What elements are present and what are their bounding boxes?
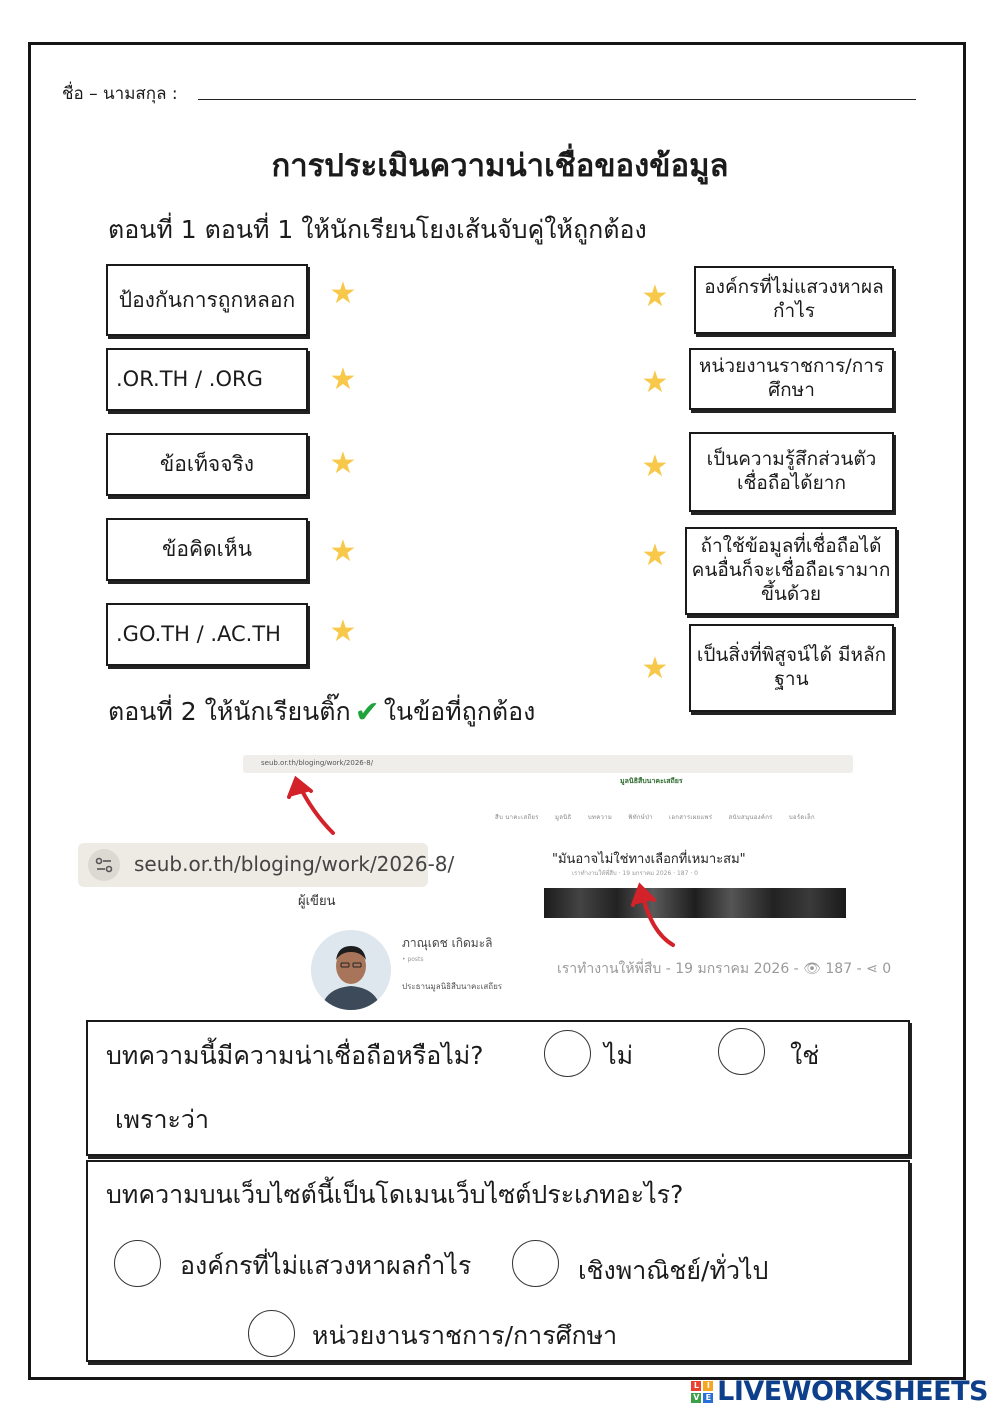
part2-heading-suffix: ในข้อที่ถูกต้อง [383,697,536,726]
site-nav-item: บทความ [587,814,613,821]
liveworksheets-logo [691,1376,988,1407]
domain-option-label: องค์กรที่ไม่แสวงหาผลกำไร [180,1251,472,1280]
option-no-label: ไม่ [604,1041,634,1070]
star-icon[interactable]: ★ [329,276,357,311]
star-icon[interactable]: ★ [641,365,669,400]
question2-text: บทความบนเว็บไซต์นี้เป็นโดเมนเว็บไซต์ประเภทอะไร? [106,1180,684,1209]
site-nav-item: เอกสารเผยแพร่ [669,814,713,821]
page-title: การประเมินความน่าเชื่อของข้อมูล [271,148,729,184]
star-icon[interactable]: ★ [329,446,357,481]
site-nav-item: บอร์ดเล็ก [788,814,815,821]
match-right-4[interactable]: ถ้าใช้ข้อมูลที่เชื่อถือได้ คนอื่นก็จะเชื่อถือเรามากขึ้นด้วย [685,527,897,615]
author-description: ประธานมูลนิธิสืบนาคะเสถียร [402,982,503,991]
site-nav-item: พิทักษ์ป่า [628,814,653,821]
domain-option-radio[interactable] [248,1310,295,1357]
author-label: ผู้เขียน [298,894,336,909]
part1-heading: ตอนที่ 1 ตอนที่ 1 ให้นักเรียนโยงเส้นจับคู่ให้ถูกต้อง [108,215,647,244]
option-yes-radio[interactable] [718,1028,765,1075]
match-left-5[interactable]: .GO.TH / .AC.TH [106,603,308,666]
match-right-3[interactable]: เป็นความรู้สึกส่วนตัว เชื่อถือได้ยาก [689,432,894,512]
star-icon[interactable]: ★ [329,534,357,569]
star-icon[interactable]: ★ [329,362,357,397]
match-left-3[interactable]: ข้อเท็จจริง [106,433,308,496]
domain-option-radio[interactable] [512,1240,559,1287]
match-left-2[interactable]: .OR.TH / .ORG [106,348,308,411]
reason-label: เพราะว่า [115,1105,209,1134]
site-title: มูลนิธิสืบนาคะเสถียร [620,777,683,785]
star-icon[interactable]: ★ [641,538,669,573]
reason-input[interactable] [230,1096,890,1136]
article-title: "มันอาจไม่ใช่ทางเลือกที่เหมาะสม" [552,852,746,867]
name-label: ชื่อ – นามสกุล : [62,84,178,104]
domain-option-label: หน่วยงานราชการ/การศึกษา [312,1321,618,1350]
match-left-4[interactable]: ข้อคิดเห็น [106,518,308,581]
star-icon[interactable]: ★ [641,449,669,484]
star-icon[interactable]: ★ [641,651,669,686]
author-posts: • posts [402,956,424,963]
site-nav-item: สนับสนุนองค์กร [728,814,773,821]
match-right-5[interactable]: เป็นสิ่งที่พิสูจน์ได้ มีหลักฐาน [689,624,894,712]
red-arrow-icon [633,886,673,945]
star-icon[interactable]: ★ [329,614,357,649]
domain-option-label: เชิงพาณิชย์/ทั่วไป [578,1256,769,1285]
question1-text: บทความนี้มีความน่าเชื่อถือหรือไม่? [106,1041,484,1070]
domain-option-radio[interactable] [114,1240,161,1287]
match-left-1[interactable]: ป้องกันการถูกหลอก [106,264,308,336]
article-byline: เราทำงานให้พี่สืบ - 19 มกราคม 2026 - 👁 187 - ⋖ 0 [557,961,892,977]
part2-heading-prefix: ตอนที่ 2 ให้นักเรียนติ๊ก [108,697,351,726]
article-meta: เราทำงานให้พี่สืบ · 19 มกราคม 2026 · 187 · 0 [572,870,698,877]
liveworksheets-mark-icon: L I V E [691,1381,713,1403]
author-name: ภาณุเดช เกิดมะลิ [402,936,493,950]
option-no-radio[interactable] [544,1030,591,1077]
liveworksheets-logo-text: LIVEWORKSHEETS [717,1376,988,1407]
match-right-1[interactable]: องค์กรที่ไม่แสวงหาผลกำไร [694,266,894,334]
site-nav-item: มูลนิธิ [555,814,572,821]
match-right-2[interactable]: หน่วยงานราชการ/การศึกษา [689,348,894,410]
site-nav-item: สืบ นาคะเสถียร [495,814,539,821]
url-small: seub.or.th/bloging/work/2026-8/ [261,759,374,767]
checkmark-icon: ✔ [354,694,380,730]
url-zoom-text: seub.or.th/bloging/work/2026-8/ [134,852,455,876]
option-yes-label: ใช่ [790,1041,820,1070]
red-arrow-icon [289,779,333,833]
star-icon[interactable]: ★ [641,279,669,314]
